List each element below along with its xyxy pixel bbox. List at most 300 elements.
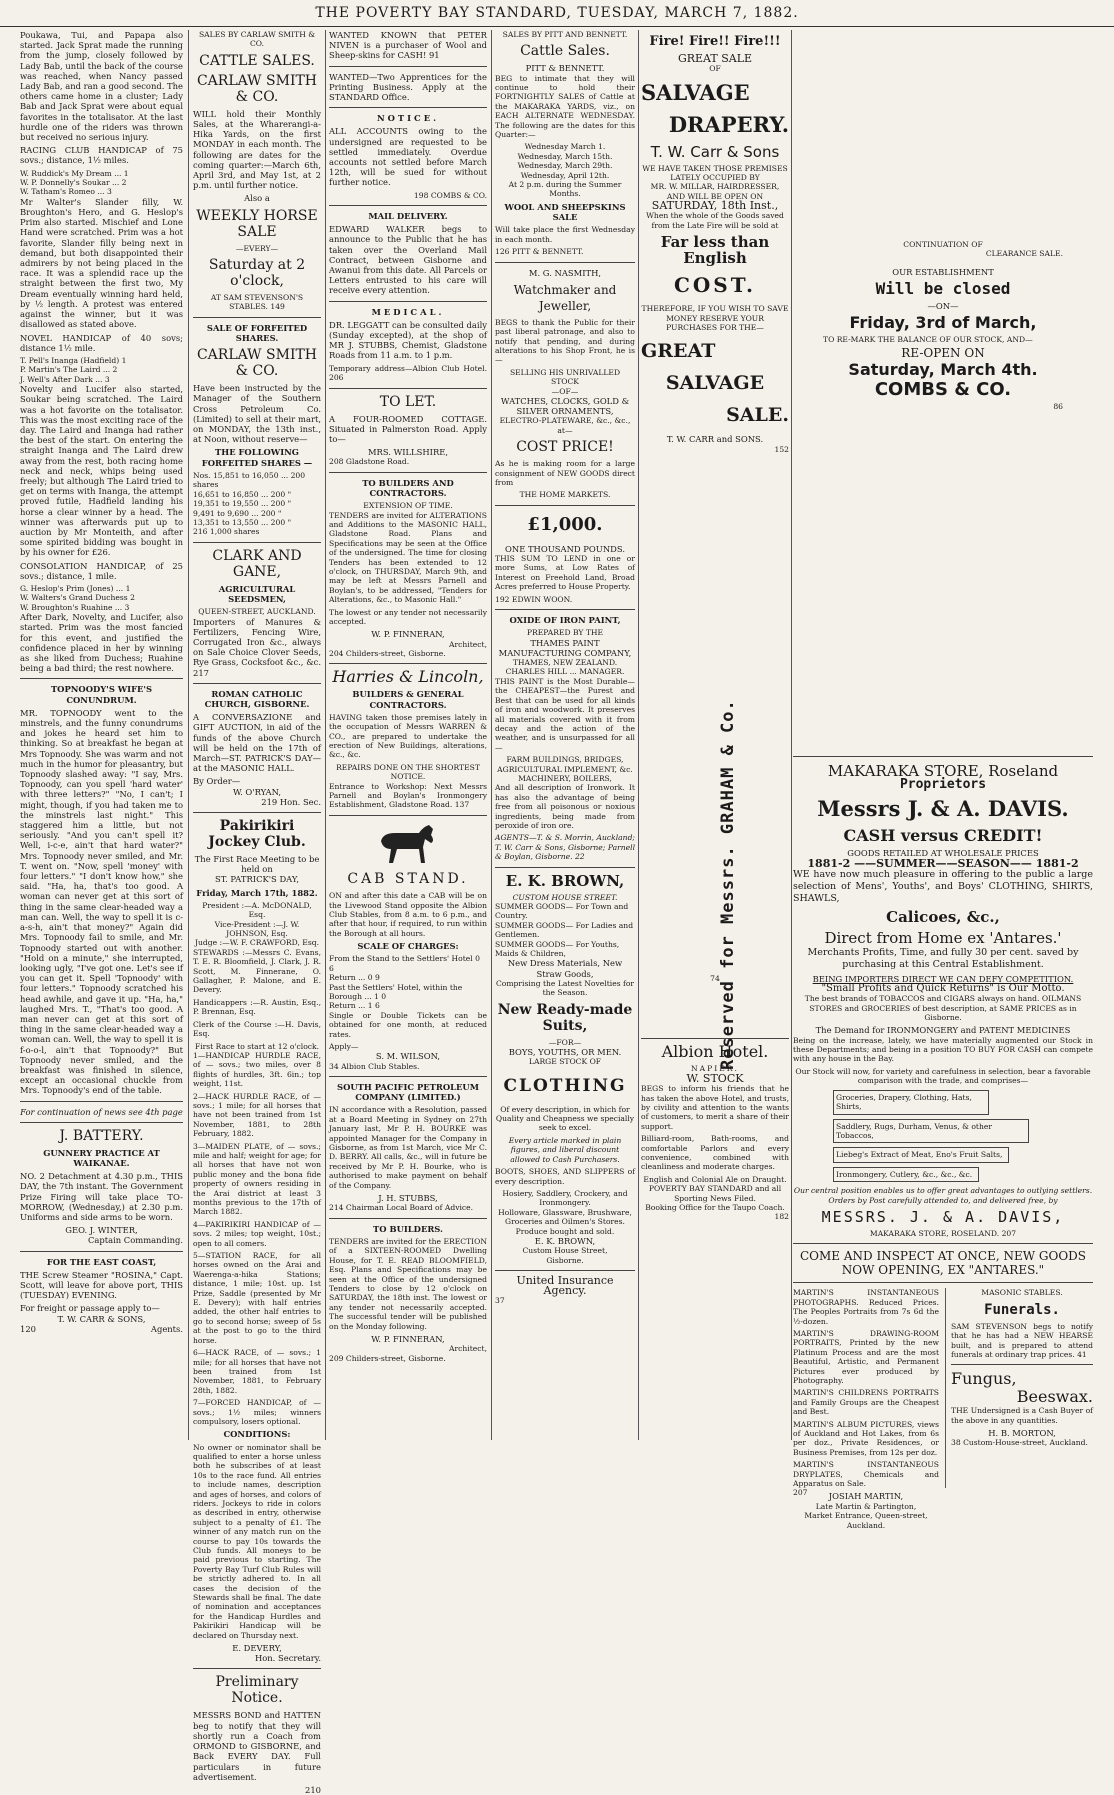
ad-title: COMBS & CO. [874, 378, 1012, 400]
ad-line: AGRICULTURAL SEEDSMEN, [218, 583, 296, 604]
ad-body: BEGS to thank the Public for their past liberal patronage, and also to notify that pending, and during alterations to his Shop Front, he is— [495, 317, 635, 365]
ad-body: SAM STEVENSON begs to notify that he has had a NEW HEARSE built, and is prepared to attend funerals at ordinary trap prices. 41 [951, 1321, 1093, 1359]
column-1 [20, 30, 183, 1440]
race-entry: 3—MAIDEN PLATE, of — sovs.; mile and half; weight for age; for all horses that have not won public money and the bona fide property of owners residing in the Arai district at least 3 months previous to the 17th of March 1882. [193, 1141, 321, 1217]
fare-row: Return ... 1 6 [329, 1001, 380, 1011]
ad-line: W. STOCK [686, 1071, 744, 1085]
signature: J. H. STUBBS, [378, 1193, 438, 1204]
ad-line: Single or Double Tickets can be obtained for one month, at reduced rates. [329, 1010, 487, 1039]
ad-title: TO BUILDERS. [373, 1223, 443, 1234]
goods-item: Ironmongery, Cutlery, &c., &c., &c. [836, 1169, 973, 1179]
ad-title: SALE OF FORFEITED SHARES. [206, 322, 308, 344]
ad-line: MR. W. MILLAR, HAIRDRESSER, [650, 182, 780, 192]
signature-role: Agents. [150, 1323, 183, 1334]
ad-line: FARM BUILDINGS, BRIDGES, AGRICULTURAL IMPLEMENT, &c. MACHINERY, BOILERS, [497, 755, 633, 783]
ad-title: COST. [673, 273, 757, 298]
martin-ads [793, 1288, 939, 1530]
ad-body: The best brands of TOBACCOS and CIGARS always on hand. OILMANS STORES and GROCERIES of best description, at SAME PRICES as in Gisborne. [804, 994, 1082, 1023]
ad-title: CLARK AND GANE, [212, 547, 302, 580]
ad-line: First Race to start at 12 o'clock. [194, 1041, 320, 1051]
goods-list [833, 1147, 1009, 1162]
ad-body: DR. LEGGATT can be consulted daily (Sunday excepted), at the shop of MR J. STUBBS, Chemist, Gladstone Roads from 11 a.m. to 1 p.m. [329, 319, 487, 361]
share-row: 16,651 to 16,850 ... 200 " [193, 489, 292, 499]
ad-title: WEEKLY HORSE SALE [196, 207, 318, 240]
race-result: T. Pell's Inanga (Hadfield) 1 [20, 355, 127, 365]
race-heading: RACING CLUB HANDICAP of 75 sovs.; distance, 1½ miles. [20, 145, 183, 166]
divider [495, 505, 635, 506]
column-rule [491, 30, 492, 1440]
signature: 192 EDWIN WOON. [495, 594, 573, 604]
signature-role: Late Martin & Partington, [815, 1501, 917, 1511]
signature: E. DEVERY, [232, 1643, 282, 1654]
ad-line: THE FOLLOWING FORFEITED SHARES — [201, 447, 313, 468]
ad-body: THIS PAINT is the Most Durable—the CHEAPEST—the Purest and Best that can be used for all kinds of iron and woodwork. It preserves all materials covered with it from decay and the action of the weather, and is unsurpassed for all— [495, 676, 635, 752]
ad-line: Apply— [329, 1041, 359, 1051]
race-result: W. Broughton's Ruahine ... 3 [20, 602, 130, 612]
article-title: TOPNOODY'S WIFE'S CONUNDRUM. [50, 684, 153, 705]
battery-notice: NO. 2 Detachment at 4.30 p.m., THIS DAY, the 7th instant. The Government Prize Firing will take place TO-MORROW, (Wednesday,) at 2.30 p.m. Uniforms and side arms to be worn. [20, 1171, 183, 1222]
ad-title: £1,000. [527, 513, 603, 535]
ad-number: 37 [495, 1296, 505, 1306]
official: Clerk of the Course :—H. Davis, Esq. [193, 1019, 321, 1039]
ad-body: MARTIN'S INSTANTANEOUS DRYPLATES, Chemicals and Apparatus on Sale. [793, 1460, 939, 1489]
ad-body: Our Stock will now, for variety and carefulness in selection, bear a favorable comparison with the trade, and comprises— [795, 1066, 1091, 1086]
race-entry: 5—STATION RACE, for all horses owned on the Arai and Waerenga-a-hika Stations; distance, 1 mile; 10st. up. 1st Prize, Saddle (presented by Mr E. Devery); with half entries added, the other half entries to go to second horse; sweep of 5s at the post to go to the third horse. [193, 1251, 321, 1345]
divider [329, 66, 487, 67]
fare-row: Return ... 0 9 [329, 973, 380, 983]
fare-row: From the Stand to the Settlers' Hotel 0 6 [329, 954, 480, 973]
ad-line: SELLING HIS UNRIVALLED STOCK [509, 367, 621, 387]
ad-line: —OF— [551, 386, 579, 396]
ad-body: MESSRS BOND and HATTEN beg to notify that they will shortly run a Coach from ORMOND to GISBORNE, and Back EVERY DAY. Full particulars in future advertisement. [193, 1710, 321, 1782]
ad-line: Friday, March 17th, 1882. [196, 887, 318, 898]
share-row: 19,351 to 19,550 ... 200 " [193, 499, 292, 509]
ad-body: Billiard-room, Bath-rooms, and comfortable Parlors and every convenience, combined with cleanliness and moderate charges. [641, 1134, 789, 1172]
ad-body: ALL ACCOUNTS owing to the undersigned are requested to be settled immediately. Overdue accounts not settled before March 12th, will be sued for without further notice. [329, 126, 487, 188]
ad-line: AT SAM STEVENSON'S STABLES. 149 [210, 293, 304, 312]
ad-title: Beeswax. [1016, 1387, 1093, 1407]
ad-title: United Insurance Agency. [516, 1273, 614, 1298]
divider [329, 1218, 487, 1219]
ad-title: CLOTHING [503, 1075, 627, 1096]
conditions-body: No owner or nominator shall be qualified to enter a horse unless both he subscribes of at least 10s to the race fund. All entries to include names, description and ages of horses, and colors of riders. Jockeys to ride in colors as described in entry, otherwise subject to a penalty of £1. The winner of any match run on the course to pay 10s towards the Club funds. All moneys to be paid previous to starting. The Poverty Bay Turf Club Rules will be strictly adhered to. In all cases the decision of the Stewards shall be final. The date of nomination and acceptances for the Handicap Hurdles and Pakirikiri Handicap will be declared on Thursday next. [193, 1442, 321, 1640]
divider [193, 1668, 321, 1669]
divider [193, 317, 321, 318]
signature: E. K. BROWN, [534, 1235, 596, 1246]
signature-role: 214 Chairman Local Board of Advice. [329, 1203, 474, 1213]
share-row: Nos. 15,851 to 16,050 ... 200 shares [193, 470, 306, 490]
column-4 [495, 30, 635, 1440]
ad-line: At 2 p.m. during the Summer Months. [508, 180, 622, 199]
ad-title: CASH versus CREDIT! [843, 826, 1043, 846]
ad-title: Calicoes, &c., [886, 907, 1000, 926]
divider [193, 683, 321, 684]
ad-title: Fire! Fire!! Fire!!! [649, 34, 781, 49]
goods-item: Saddlery, Rugs, Durham, Venus, & other Tobaccos, [836, 1121, 992, 1140]
goods-item: Liebeg's Extract of Meat, Eno's Fruit Salts, [836, 1150, 1003, 1160]
battery-title: J. BATTERY. [59, 1127, 144, 1144]
ad-line: RE-OPEN ON [901, 345, 985, 360]
ad-title: CAB STAND. [347, 871, 469, 888]
divider [329, 663, 487, 664]
ad-line: REPAIRS DONE ON THE SHORTEST NOTICE. [336, 762, 480, 782]
ad-line: CUSTOM HOUSE STREET. [512, 892, 618, 902]
divider [495, 1270, 635, 1271]
signature: 198 COMBS & CO. [413, 190, 487, 200]
race-entry: 2—HACK HURDLE RACE, of — sovs.; 1 mile; for all horses that have not been trained from 1st November, 1881, to 28th February, 1882. [193, 1091, 321, 1139]
ad-body: IN accordance with a Resolution, passed at a Board Meeting in Sydney on 27th January last, Mr P. H. BOURKE was appointed Manager for the Company in Gisborne, as from 1st March, vice Mr C. D. BERRY. All calls, &c., will in future be received by Mr P. H. Bourke, who is authorised to make payment on behalf of the Company. [329, 1105, 487, 1190]
race-entry: 1—HANDICAP HURDLE RACE, of — sovs.; two miles, over 8 flights of hurdles, 3ft. 6in.; top weight, 11st. [193, 1050, 321, 1089]
ad-body: TENDERS are invited for the ERECTION of a SIXTEEN-ROOMED Dwelling House, for T. E. READ BLOOMFIELD, Esq. Plans and Specifications may be seen at the Office of the undersigned Tenders to close by 12 o'clock on SATURDAY, the 18th inst. The lowest or any tender not necessarily accepted. The successful tender will be published on the Monday following. [329, 1236, 487, 1331]
signature-role: Gisborne. [546, 1255, 584, 1265]
ad-body: BEG to intimate that they will continue to hold their FORTNIGHTLY SALES of Cattle at the MAKARAKA YARDS, viz., on EACH ALTERNATE WEDNESDAY. The following are the dates for this Quarter:— [495, 73, 635, 140]
fare-row: Past the Settlers' Hotel, within the Borough ... 1 0 [329, 982, 463, 1001]
ad-line: GREAT SALE [677, 52, 753, 65]
ad-title: GREAT [641, 340, 716, 363]
divider [329, 472, 487, 473]
ad-line: Temporary address—Albion Club Hotel. 206 [329, 363, 487, 383]
ad-line: Also a [244, 193, 270, 204]
divider [329, 1076, 487, 1077]
ad-body: Of every description, in which for Quality and Cheapness we specially seek to excel. [495, 1104, 635, 1133]
divider [329, 301, 487, 302]
conditions-title: CONDITIONS: [223, 1429, 291, 1440]
sale-date: Wednesday, March 15th. [517, 151, 613, 161]
ad-line: The lowest or any tender not necessarily accepted. [329, 607, 487, 626]
ad-line: Hosiery, Saddlery, Crockery, and Ironmongery. [502, 1188, 628, 1208]
continuation-note: For continuation of news see 4th page [20, 1106, 183, 1117]
section-heading: SALES BY PITT AND BENNETT. [502, 30, 628, 39]
signature: S. M. WILSON, [375, 1051, 441, 1062]
ad-body: WANTED KNOWN that PETER NIVEN is a purchaser of Wool and Sheep-skins for CASH! 91 [329, 30, 487, 61]
ad-line: GOODS RETAILED AT WHOLESALE PRICES [847, 848, 1039, 859]
ad-title: Preliminary Notice. [215, 1674, 299, 1707]
race-result: W. Ruddick's My Dream ... 1 [20, 168, 129, 178]
ad-line: English and Colonial Ale on Draught. [643, 1174, 787, 1184]
ad-line: 1881-2 ——SUMMER——SEASON—— 1881-2 [807, 856, 1079, 870]
ad-line: The First Race Meeting to be held on [194, 854, 320, 875]
divider [495, 262, 635, 263]
column-3 [329, 30, 487, 1440]
signature: W. P. FINNERAN, [371, 629, 445, 640]
section-heading: SALES BY CARLAW SMITH & CO. [198, 30, 316, 49]
goods-list [833, 1119, 1029, 1144]
sale-date: Wednesday March 1. [524, 142, 606, 152]
race-heading: NOVEL HANDICAP of 40 sovs; distance 1½ mile. [20, 332, 183, 353]
column-rule [188, 30, 189, 1440]
goods-list [833, 1167, 979, 1182]
ad-line: WATCHES, CLOCKS, GOLD & SILVER ORNAMENTS, [500, 395, 630, 417]
ad-line: THAMES, NEW ZEALAND. [512, 658, 618, 668]
ad-title: Pakirikiri Jockey Club. [208, 818, 306, 850]
reserved-label: Reserved for Messrs. GRAHAM & Co. [718, 699, 738, 1070]
ad-title: SALVAGE [665, 372, 765, 395]
ad-body: As he is making room for a large consignment of NEW GOODS direct from [495, 459, 635, 487]
ad-body: Importers of Manures & Fertilizers, Fencing Wire, Corrugated Iron &c., always on Sale Choice Clover Seeds, Rye Grass, Cocksfoot &c., &c. 217 [193, 616, 321, 678]
ad-line: OF [709, 64, 721, 74]
battery-subtitle: GUNNERY PRACTICE AT WAIKANAE. [43, 1147, 160, 1168]
divider [793, 1243, 1093, 1244]
race-heading: CONSOLATION HANDICAP, of 25 sovs.; distance, 1 mile. [20, 560, 183, 581]
column-2 [193, 30, 321, 1795]
ad-line: Holloware, Glassware, Brushware, Groceries and Oilmen's Stores. [498, 1207, 632, 1227]
divider [329, 205, 487, 206]
ad-title: Saturday at 2 o'clock, [208, 257, 306, 290]
ad-line: ST. PATRICK'S DAY, [215, 874, 299, 885]
ad-number: 152 [774, 444, 789, 454]
race-entry: 6—HACK RACE, of — sovs.; 1 mile; for all horses that have not been trained from 1st November, 1881, to February 28th, 1882. [193, 1348, 321, 1395]
ad-title: SALVAGE [641, 79, 750, 105]
ad-line: BUILDERS & GENERAL CONTRACTORS. [352, 689, 464, 710]
ad-body: MARTIN'S INSTANTANEOUS PHOTOGRAPHS. Reduced Prices. The Peoples Portraits from 7s 6d the ½-dozen. [793, 1288, 939, 1326]
ad-title: Funerals. [984, 1301, 1060, 1318]
divider [951, 1364, 1093, 1365]
ad-line: QUEEN-STREET, AUCKLAND. [198, 607, 316, 617]
ad-line: OUR ESTABLISHMENT [892, 266, 994, 277]
ad-number: 86 [1053, 401, 1063, 411]
ad-line: AND WILL BE OPEN ON [666, 191, 764, 201]
divider [20, 1122, 183, 1123]
signature: T. W. CARR & SONS, [57, 1313, 146, 1324]
divider [193, 542, 321, 543]
signature-role: 34 Albion Club Stables. [329, 1061, 420, 1071]
race-entry: 4—PAKIRIKIRI HANDICAP of — sovs. 2 miles; top weight, 10st.; open to all comers. [193, 1219, 321, 1248]
signature: 126 PITT & BENNETT. [495, 247, 584, 257]
divider [495, 609, 635, 610]
share-row: 13,351 to 13,550 ... 200 " [193, 517, 292, 527]
ad-line: PREPARED BY THE [526, 628, 604, 638]
ad-body: Being on the increase, lately, we have materially augmented our Stock in these Departments; and being in a position TO BUY FOR CASH can compete with any house in the Bay. [793, 1035, 1093, 1064]
ad-line: CHARLES HILL ... MANAGER. [505, 667, 625, 677]
ad-line: The Demand for IRONMONGERY and PATENT MEDICINES [815, 1025, 1071, 1036]
ad-body: THIS SUM TO LEND in one or more Sums, at Low Rates of Interest on Freehold Land, Broad Acres preferred to House Property. [495, 554, 635, 592]
signature: T. W. CARR and SONS. [666, 434, 764, 445]
ad-line: SUMMER GOODS— For Town and Country. [495, 902, 629, 921]
ad-title: T. W. Carr & Sons [650, 142, 780, 161]
share-total: 216 1,000 shares [193, 527, 260, 537]
official: Vice-President :—J. W. JOHNSON, Esq. [214, 919, 300, 939]
signature-role: Custom House Street, [522, 1246, 608, 1256]
ad-line: CLEARANCE SALE. [985, 249, 1063, 259]
ad-body: HAVING taken those premises lately in the occupation of Messrs WARREN & CO., are prepared to undertake the erection of New Buildings, alterations, &c., &c. [329, 712, 487, 760]
divider [20, 1251, 183, 1252]
ad-line: —FOR— [548, 1037, 582, 1047]
masthead: THE POVERTY BAY STANDARD, TUESDAY, MARCH 7, 1882. [0, 0, 1114, 27]
ad-line: NAPIER. [691, 1064, 739, 1074]
race-result: G. Heslop's Prim (Jones) ... 1 [20, 583, 131, 593]
ad-line: LATELY OCCUPIED BY [670, 173, 760, 183]
column-rule [945, 1288, 946, 1488]
ad-title: Far less than English [660, 233, 770, 268]
divider [329, 815, 487, 816]
ad-body: MARTIN'S ALBUM PICTURES, views of Auckland and Hot Lakes, from 6s per doz., Private Residences, or Business Premises, from 12s per doz. [793, 1419, 939, 1457]
ad-title: NOTICE. [376, 113, 440, 124]
ad-body: Entrance to Workshop: Next Messrs Parnell and Boylan's Ironmongery Establishment, Gladstone Road. 137 [329, 781, 487, 810]
ad-title: COST PRICE! [516, 439, 614, 456]
ad-body: Will take place the first Wednesday in each month. [495, 225, 635, 244]
ad-body: Every article marked in plain figures, and liberal discount allowed to Cash Purchasers. [508, 1135, 622, 1164]
signature-role: 219 Hon. Sec. [261, 796, 321, 807]
ad-title: Friday, 3rd of March, [849, 313, 1037, 333]
ad-title: TO BUILDERS AND CONTRACTORS. [362, 477, 454, 498]
official: Judge :—W. F. CRAWFORD, Esq. [194, 938, 319, 948]
ad-number: 74 [710, 974, 720, 984]
ad-line: SCALE OF CHARGES: [357, 941, 459, 952]
ad-title: Messrs J. & A. DAVIS. [817, 796, 1069, 822]
right-ads [951, 1288, 1093, 1447]
east-coast-notice: THE Screw Steamer "ROSINA," Capt. Scott, will leave for above port, THIS (TUESDAY) EVENING. [20, 1269, 183, 1301]
ad-title: WOOL AND SHEEPSKINS SALE [504, 201, 626, 223]
ad-title: COME AND INSPECT AT ONCE, NEW GOODS NOW OPENING, EX "ANTARES." [799, 1249, 1087, 1278]
signature: W. P. FINNERAN, [371, 1333, 445, 1344]
ad-title: Cattle Sales. [520, 43, 610, 60]
race-report: Poukawa, Tui, and Papapa also started. Jack Sprat made the running from the jump, closely followed by Lady Bab, until the back of the course was reached, when Nancy passed Lady Bab, and ran a good second. The others came home in a cluster; Lady Bab and Jack Sprat were about equal favorites in the totalisator. At the last hurdle one of the riders was thrown but received no serious injury. [20, 30, 183, 143]
divider [495, 867, 635, 868]
divider [793, 756, 1093, 757]
signature-role: 208 Gladstone Road. [329, 457, 410, 467]
ad-body: EDWARD WALKER begs to announce to the Public that he has taken over the Overland Mail Contract, between Gisborne and Awanui from this date. All Parcels or Letters entrusted to his care will receive every attention. [329, 224, 487, 296]
ad-line: —EVERY— [235, 243, 279, 253]
ad-line: THAMES PAINT MANUFACTURING COMPANY, [498, 637, 632, 658]
ad-body: Our central position enables us to offer great advantages to outlying settlers. Orders by Post carefully attended to, and delivered free, by [793, 1186, 1093, 1205]
ad-body: A FOUR-ROOMED COTTAGE. Situated in Palmerston Road. Apply to— [329, 413, 487, 444]
ad-body: AGENTS—T. & S. Morrin, Auckland; T. W. Carr & Sons, Gisborne; Parnell & Boylan, Gisborne. 22 [495, 833, 635, 862]
ad-title: MEDICAL. [371, 306, 445, 317]
ad-body: TO RE-MARK THE BALANCE OF OUR STOCK, AND— [823, 335, 1033, 345]
signature: W. O'RYAN, [232, 786, 282, 797]
ad-line: ELECTRO-PLATEWARE, &c., &c., at— [499, 416, 631, 435]
race-entry: 7—FORCED HANDICAP, of — sovs.; 1½ miles; winners compulsory, losers optional. [193, 1398, 321, 1426]
east-coast-title: FOR THE EAST COAST, [46, 1256, 157, 1267]
ad-body: Merchants Profits, Time, and fully 30 per cent. saved by purchasing at this Central Establishment. [807, 946, 1079, 970]
column-rule [638, 30, 639, 1440]
horse-icon [329, 821, 487, 867]
ad-body: Have been instructed by the Manager of the Southern Cross Petroleum Co. (Limited) to sell at their mart, on MONDAY, the 13th inst., at Noon, without reserve— [193, 383, 321, 445]
ad-body: THEREFORE, IF YOU WISH TO SAVE MONEY RESERVE YOUR PURCHASES FOR THE— [641, 304, 789, 333]
ad-line: By Order— [193, 776, 241, 787]
column-6 [793, 30, 1093, 1530]
ad-body: WILL hold their Monthly Sales, at the Wharerangi-a-Hika Yards, on the first MONDAY in each month. The following are dates for the coming quarter:—March 6th, April 3rd, and May 1st, at 2 p.m. until further notice. [193, 108, 321, 191]
signature-role: Hon. Secretary. [254, 1653, 321, 1664]
ad-line: "Small Profits and Quick Returns" is Our Motto. [821, 983, 1065, 995]
ad-title: CATTLE SALES. [199, 52, 315, 69]
signature: MRS. WILLSHIRE, [367, 447, 449, 458]
ad-line: Comprising the Latest Novelties for the Season. [495, 978, 635, 998]
race-result: W. Walters's Grand Duchess 2 [20, 593, 135, 603]
divider [20, 1101, 183, 1102]
ad-body: TENDERS are invited for ALTERATIONS and Additions to the MASONIC HALL, Gladstone Road. Plans and Specifications may be seen at the Office of the undersigned. The time for closing Tenders has been extended to 12 o'clock, on THURSDAY, March 9th, and may be left at Messrs Parnell and Boylan's, to be addressed, "Tenders for Alterations, &c., to Masonic Hall." [329, 510, 487, 605]
signature-role: Market Entrance, Queen-street, Auckland. [804, 1511, 928, 1530]
divider [193, 812, 321, 813]
east-coast-apply: For freight or passage apply to— [20, 1303, 160, 1314]
ad-line: PITT & BENNETT. [525, 63, 605, 74]
ad-title: M. G. NASMITH, [528, 267, 602, 278]
divider [329, 107, 487, 108]
ad-title: Proprietors [899, 777, 987, 793]
race-result: P. Martin's The Laird ... 2 [20, 365, 118, 375]
ad-line: MASONIC STABLES. [981, 1288, 1063, 1298]
ad-body: ON and after this date a CAB will be on the Livewood Stand opposite the Albion Club Stables, from 8 a.m. to 6 p.m., and after that hour, if required, to run within the Borough at all hours. [329, 891, 487, 938]
ad-number: 182 [774, 1212, 789, 1222]
ad-title: Saturday, March 4th. [848, 359, 1038, 379]
ad-title: SOUTH PACIFIC PETROLEUM COMPANY (LIMITED.) [337, 1082, 479, 1103]
ad-body: THE Undersigned is a Cash Buyer of the above in any quantities. [951, 1406, 1093, 1425]
ad-body: MARTIN'S DRAWING-ROOM PORTRAITS, Printed by the new Platinum Process and are the most Beautiful, Artistic, and Permanent Pictures ever produced by Photography. [793, 1328, 939, 1386]
ad-title: TO LET. [379, 393, 437, 410]
ad-line: SATURDAY, 18th Inst., [651, 199, 779, 213]
ad-number: 120 [20, 1323, 36, 1334]
divider [329, 388, 487, 389]
divider [20, 678, 183, 679]
race-result: J. Well's After Dark ... 3 [20, 374, 110, 384]
column-rule [325, 30, 326, 1440]
ad-line: LARGE STOCK OF [528, 1057, 602, 1067]
ad-title: DRAPERY. [668, 111, 789, 137]
ad-line: THE HOME MARKETS. [519, 490, 611, 500]
goods-list [833, 1090, 989, 1115]
goods-item: Groceries, Drapery, Clothing, Hats, Shirts, [836, 1092, 972, 1112]
signature: H. B. MORTON, [988, 1428, 1056, 1439]
official: Handicappers :—R. Austin, Esq., P. Brennan, Esq. [193, 997, 321, 1017]
ad-title: Fungus, [951, 1369, 1017, 1389]
ad-body: WE have now much pleasure in offering to the public a large selection of Mens', Youths', and Boys' CLOTHING, SHIRTS, SHAWLS, [793, 868, 1093, 904]
ad-title: SALE. [726, 404, 789, 427]
official: STEWARDS :—Messrs C. Evans, T. E. R. Bloomfield, J. Clark, J. R. Scott, M. Finnerane, O. Gallagher, P. Malone, and E. Devery. [193, 947, 321, 995]
race-report: After Dark, Novelty, and Lucifer, also started. Prim was the most fancied for this event, and justified the confidence placed in her by winning as she liked from Duchess; Ruahine being a bad third; the rest nowhere. [20, 612, 183, 674]
signature-role: 204 Childers-street, Gisborne. [329, 649, 446, 659]
ad-title: ROMAN CATHOLIC CHURCH, GISBORNE. [204, 688, 310, 709]
ad-title: MAKARAKA STORE, Roseland [827, 762, 1059, 781]
ad-line: ONE THOUSAND POUNDS. [505, 543, 625, 554]
official: President :—A. McDONALD, Esq. [202, 900, 312, 920]
ad-title: Albion Hotel. [661, 1042, 769, 1062]
race-result: W. P. Donnelly's Soukar ... 2 [20, 178, 127, 188]
ad-number: 210 [305, 1784, 321, 1795]
ad-body: BOOTS, SHOES, AND SLIPPERS of every description. [495, 1167, 635, 1186]
signature-role: 209 Childers-street, Gisborne. [329, 1353, 446, 1363]
ad-body: BEGS to inform his friends that he has taken the above Hotel, and trusts, by civility and attention to the wants of customers, to merit a share of their support. [641, 1084, 789, 1131]
ad-line: WE HAVE TAKEN THOSE PREMISES [642, 163, 788, 173]
ad-line: —ON— [927, 301, 959, 312]
signature-role: Captain Commanding. [87, 1235, 183, 1246]
divider [793, 1282, 1093, 1283]
ad-body: And all description of Ironwork. It has also the advantage of being free from all poisonous or noxious ingredients, being made from peroxide of iron ore. [495, 783, 635, 830]
sale-date: Wednesday, March 29th. [517, 161, 613, 171]
ad-title: E. K. BROWN, [505, 871, 625, 890]
ad-line: BEING IMPORTERS DIRECT WE CAN DEFY COMPETITION. [812, 973, 1074, 984]
ad-body: A CONVERSAZIONE and GIFT AUCTION, in aid of the funds of the above Church will be held on the 17th of March—ST. PATRICK'S DAY—at the MASONIC HALL. [193, 712, 321, 774]
signature-role: 38 Custom-House-street, Auckland. [951, 1438, 1088, 1448]
ad-line: SUMMER GOODS— For Youths, Maids & Children, [495, 939, 620, 959]
ad-line: Produce bought and sold. [515, 1226, 615, 1236]
ad-body: When the whole of the Goods saved from the Late Fire will be sold at [646, 211, 784, 230]
signature-role: Architect, [449, 1344, 487, 1354]
ad-title: MAIL DELIVERY. [368, 211, 448, 222]
race-result: W. Tatham's Romeo ... 3 [20, 187, 112, 197]
ad-line: BOYS, YOUTHS, OR MEN. [508, 1047, 622, 1058]
ad-title: Will be closed [875, 279, 1011, 299]
signature-role: Architect, [449, 639, 487, 649]
ad-title: Watchmaker and Jeweller, [513, 282, 617, 313]
ad-body: MARTIN'S CHILDRENS PORTRAITS and Family Groups are the Cheapest and Best. [793, 1388, 939, 1417]
ad-number: 207 [793, 1488, 808, 1498]
ad-line: EXTENSION OF TIME. [363, 501, 453, 511]
ad-title: MESSRS. J. & A. DAVIS, [821, 1207, 1065, 1226]
share-row: 9,491 to 9,690 ... 200 " [193, 508, 282, 518]
column-rule [791, 30, 792, 1440]
ad-line: SUMMER GOODS— For Ladies and Gentlemen. [495, 920, 634, 940]
race-report: Mr Walter's Slander filly, W. Broughton's Hero, and G. Heslop's Prim also started. Mischief and Lone Hand were scratched. Prim was a hot favorite, Slander filly being next in demand, but both disappointed their admirers by not being placed in the race. It was a splendid race up the straight between the first two, My Dream eventually winning hard held, by ½ length. A protest was entered against the winner, but it was disallowed as stated above. [20, 196, 183, 330]
